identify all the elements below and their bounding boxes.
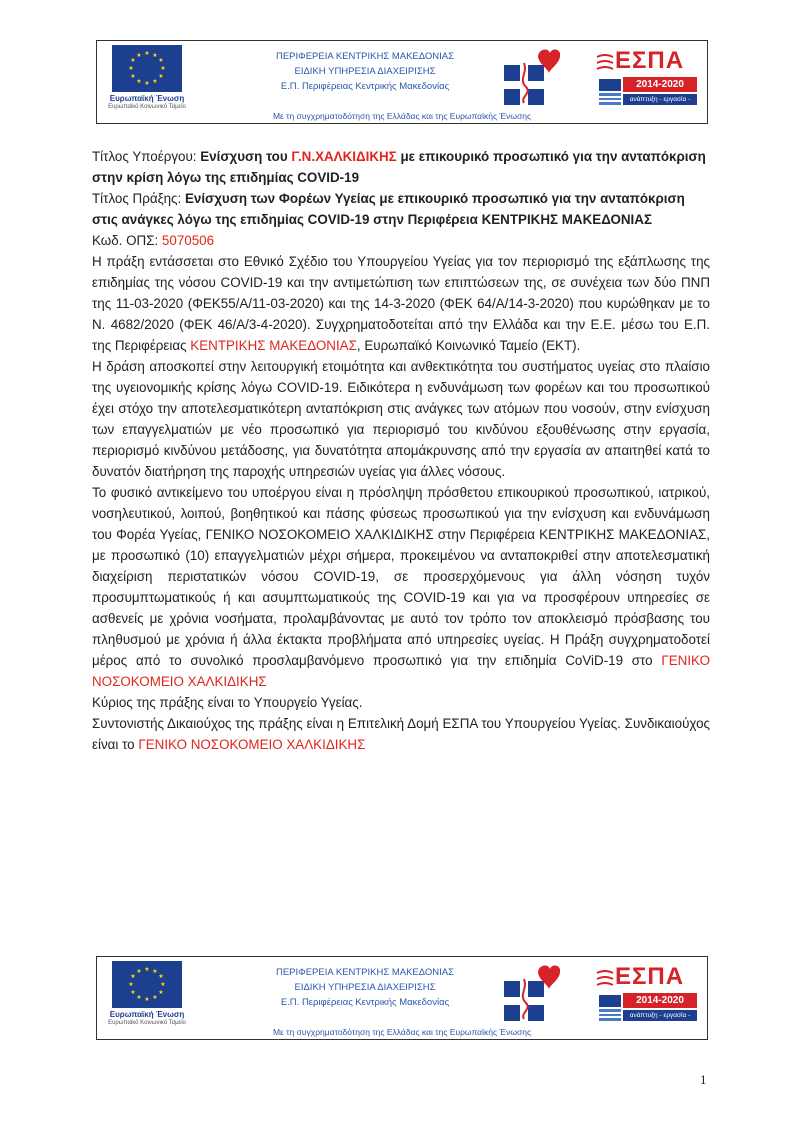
banner-text xyxy=(217,965,513,1010)
espa-years: 2014-2020 xyxy=(623,993,697,1008)
svg-text:★: ★ xyxy=(152,52,158,59)
flags-icon xyxy=(599,79,621,105)
svg-text:★: ★ xyxy=(158,989,164,996)
paragraph-1 xyxy=(92,251,710,356)
ops-code-line xyxy=(92,230,710,251)
paragraph-2: Η δράση αποσκοπεί στην λειτουργική ετοιμότητα και ανθεκτικότητα του συστήματος υγείας στο πλαίσιο της υγειονομικής κρίσης λόγω COVID-19. Ειδικότερα η ενδυνάμωση των φορέων και του προσωπικού έχει στόχο την αποτελεσματικότερη ανταπόκριση στις ανάγκες των ατόμων που νοσούν, στην ενίσχυση των επαγγελματιών με νέο προσωπικό για περιορισμό του κινδύνου εξουθένωσης στην εργασία, περιορισμό κινδύνου μετάδοσης, για δυνατότητα απομάκρυνσης από την εργασία αν απαιτηθεί κατά το δυνατόν διατήρηση της παροχής υπηρεσιών υγείας για άλλες νόσους. xyxy=(92,359,710,479)
espa-waves-icon xyxy=(595,51,615,77)
flags-icon xyxy=(599,995,621,1021)
action-title xyxy=(92,188,710,230)
health-ministry-logo-icon xyxy=(502,43,560,107)
ops-label: Κωδ. ΟΠΣ: xyxy=(92,233,162,248)
svg-text:★: ★ xyxy=(136,78,142,85)
svg-text:★: ★ xyxy=(152,994,158,1001)
svg-text:★: ★ xyxy=(130,973,136,980)
svg-text:★: ★ xyxy=(144,50,150,57)
espa-waves-icon xyxy=(595,967,615,993)
svg-text:★: ★ xyxy=(158,57,164,64)
svg-text:★: ★ xyxy=(128,65,134,72)
header-banner xyxy=(96,40,708,124)
svg-text:★: ★ xyxy=(160,65,166,72)
subproject-label: Τίτλος Υποέργου: xyxy=(92,149,201,164)
svg-text:★: ★ xyxy=(130,989,136,996)
paragraph-1-text: Η πράξη εντάσσεται στο Εθνικό Σχέδιο του Υπουργείου Υγείας για τον περιορισμό της εξάπλωσης της επιδημίας της νόσου COVID-19 και την αντιμετώπιση των επιπτώσεων της, σε συνέχεια των δύο ΠΝΠ της 11-03-2020 (ΦΕΚ55/Α/11-03-2020) και της 14-3-2020 (ΦΕΚ 64/Α/14-3-2020) που κυρώθηκαν με το Ν. 4682/2020 (ΦΕΚ 46/Α/3-4-2020). Συγχρηματοδοτείται από την Ελλάδα και την Ε.Ε. μέσω του Ε.Π. της Περιφέρειας xyxy=(92,254,710,353)
espa-title: ΕΣΠΑ xyxy=(615,47,685,74)
svg-text:★: ★ xyxy=(158,73,164,80)
banner-footer: Με τη συγχρηματοδότηση της Ελλάδας και της Ευρωπαϊκής Ένωσης xyxy=(272,1027,532,1037)
paragraph-4: Κύριος της πράξης είναι το Υπουργείο Υγείας. xyxy=(92,695,363,710)
subproject-title xyxy=(92,146,710,188)
eu-flag-icon xyxy=(112,961,182,1008)
action-text: Ενίσχυση των Φορέων Υγείας με επικουρικό προσωπικό για την ανταπόκριση στις ανάγκες λόγω της επιδημίας COVID-19 στην Περιφέρεια ΚΕΝΤΡΙΚΗΣ ΜΑΚΕΔΟΝΙΑΣ xyxy=(92,191,685,227)
action-label: Τίτλος Πράξης: xyxy=(92,191,185,206)
espa-slogan: ανάπτυξη - εργασία - αλληλεγγύη xyxy=(623,94,697,105)
eu-logo xyxy=(105,961,189,1037)
svg-text:★: ★ xyxy=(144,80,150,87)
banner-line-1: ΠΕΡΙΦΕΡΕΙΑ ΚΕΝΤΡΙΚΗΣ ΜΑΚΕΔΟΝΙΑΣ xyxy=(275,51,455,62)
eu-label: Ευρωπαϊκή Ένωση xyxy=(109,94,185,103)
svg-text:★: ★ xyxy=(152,968,158,975)
ops-code: 5070506 xyxy=(161,233,215,248)
svg-text:★: ★ xyxy=(130,73,136,80)
health-ministry-logo-icon xyxy=(502,959,560,1023)
subproject-text-1: Ενίσχυση του xyxy=(200,149,292,164)
banner-line-3: Ε.Π. Περιφέρειας Κεντρικής Μακεδονίας xyxy=(280,997,450,1008)
svg-text:★: ★ xyxy=(144,996,150,1003)
paragraph-3-text: Το φυσικό αντικείμενο του υποέργου είναι η πρόσληψη πρόσθετου επικουρικού προσωπικού, ιατρικού, νοσηλευτικού, λοιπού, βοηθητικού και πάσης φύσεως προσωπικού για την ενίσχυση και ενδυνάμωση του Φορέα Υγείας, ΓΕΝΙΚΟ ΝΟΣΟΚΟΜΕΙΟ ΧΑΛΚΙΔΙΚΗΣ στην Περιφέρεια ΚΕΝΤΡΙΚΗΣ ΜΑΚΕΔΟΝΙΑΣ, με προσωπικό (10) επαγγελματιών μέχρι σήμερα, προκειμένου να ανταποκριθεί στην αποτελεσματική διαχείριση περιστατικών νόσου COVID-19, σε προσερχόμενους για άλλη νόσηση τυχόν προσυμπτωματικούς ή και ασυμπτωματικούς της COVID-19 και για να προσφέρουν υπηρεσίες σε ασθενείς με χρόνια νοσήματα, προλαμβάνοντας με αυτό τον τρόπο τον αποκλεισμό πρόσβασης του πληθυσμού με χρόνια ή άλλα έκτακτα προβλήματα από υπηρεσίες υγείας. Η Πράξη συγχρηματοδοτεί μέρος από το συνολικό προσλαμβανόμενο προσωπικό για την επιδημία CoViD-19 στο xyxy=(92,485,710,668)
eu-sub-label: Ευρωπαϊκό Κοινωνικό Ταμείο xyxy=(108,104,186,110)
banner-line-2: ΕΙΔΙΚΗ ΥΠΗΡΕΣΙΑ ΔΙΑΧΕΙΡΙΣΗΣ xyxy=(294,66,436,77)
paragraph-5 xyxy=(92,713,710,755)
svg-text:★: ★ xyxy=(130,57,136,64)
paragraph-5-highlight: ΓΕΝΙΚΟ ΝΟΣΟΚΟΜΕΙΟ ΧΑΛΚΙΔΙΚΗΣ xyxy=(138,737,366,752)
subproject-text-2: με επικουρικό προσωπικό για την ανταπόκριση στην κρίση λόγω της επιδημίας COVID-19 xyxy=(92,149,706,185)
eu-sub-label: Ευρωπαϊκό Κοινωνικό Ταμείο xyxy=(108,1020,186,1026)
banner-line-1: ΠΕΡΙΦΕΡΕΙΑ ΚΕΝΤΡΙΚΗΣ ΜΑΚΕΔΟΝΙΑΣ xyxy=(275,967,455,978)
document-body xyxy=(92,146,710,755)
banner-footer: Με τη συγχρηματοδότηση της Ελλάδας και της Ευρωπαϊκής Ένωσης xyxy=(272,111,532,121)
svg-text:★: ★ xyxy=(160,981,166,988)
paragraph-3 xyxy=(92,482,710,692)
banner-text xyxy=(217,49,513,94)
espa-logo xyxy=(595,47,699,114)
paragraph-5-text: Συντονιστής Δικαιούχος της πράξης είναι η Επιτελική Δομή ΕΣΠΑ του Υπουργείου Υγείας. Συνδικαιούχος είναι το xyxy=(92,716,710,752)
espa-title: ΕΣΠΑ xyxy=(615,963,685,990)
eu-logo xyxy=(105,45,189,121)
eu-label: Ευρωπαϊκή Ένωση xyxy=(109,1010,185,1019)
paragraph-3-highlight: ΓΕΝΙΚΟ ΝΟΣΟΚΟΜΕΙΟ ΧΑΛΚΙΔΙΚΗΣ xyxy=(92,653,710,689)
svg-text:★: ★ xyxy=(136,994,142,1001)
espa-years: 2014-2020 xyxy=(623,77,697,92)
espa-logo xyxy=(595,963,699,1030)
svg-text:★: ★ xyxy=(152,78,158,85)
svg-text:★: ★ xyxy=(158,973,164,980)
banner-line-2: ΕΙΔΙΚΗ ΥΠΗΡΕΣΙΑ ΔΙΑΧΕΙΡΙΣΗΣ xyxy=(294,982,436,993)
footer-banner xyxy=(96,956,708,1040)
paragraph-1-highlight: ΚΕΝΤΡΙΚΗΣ ΜΑΚΕΔΟΝΙΑΣ xyxy=(190,338,357,353)
page-number: 1 xyxy=(700,1072,707,1087)
svg-text:★: ★ xyxy=(144,966,150,973)
subproject-highlight: Γ.Ν.ΧΑΛΚΙΔΙΚΗΣ xyxy=(291,149,397,164)
espa-slogan: ανάπτυξη - εργασία - αλληλεγγύη xyxy=(623,1010,697,1021)
paragraph-1-tail: , Ευρωπαϊκό Κοινωνικό Ταμείο (ΕΚΤ). xyxy=(356,338,581,353)
svg-text:★: ★ xyxy=(128,981,134,988)
eu-flag-icon xyxy=(112,45,182,92)
banner-line-3: Ε.Π. Περιφέρειας Κεντρικής Μακεδονίας xyxy=(280,81,450,92)
svg-text:★: ★ xyxy=(136,52,142,59)
svg-text:★: ★ xyxy=(136,968,142,975)
